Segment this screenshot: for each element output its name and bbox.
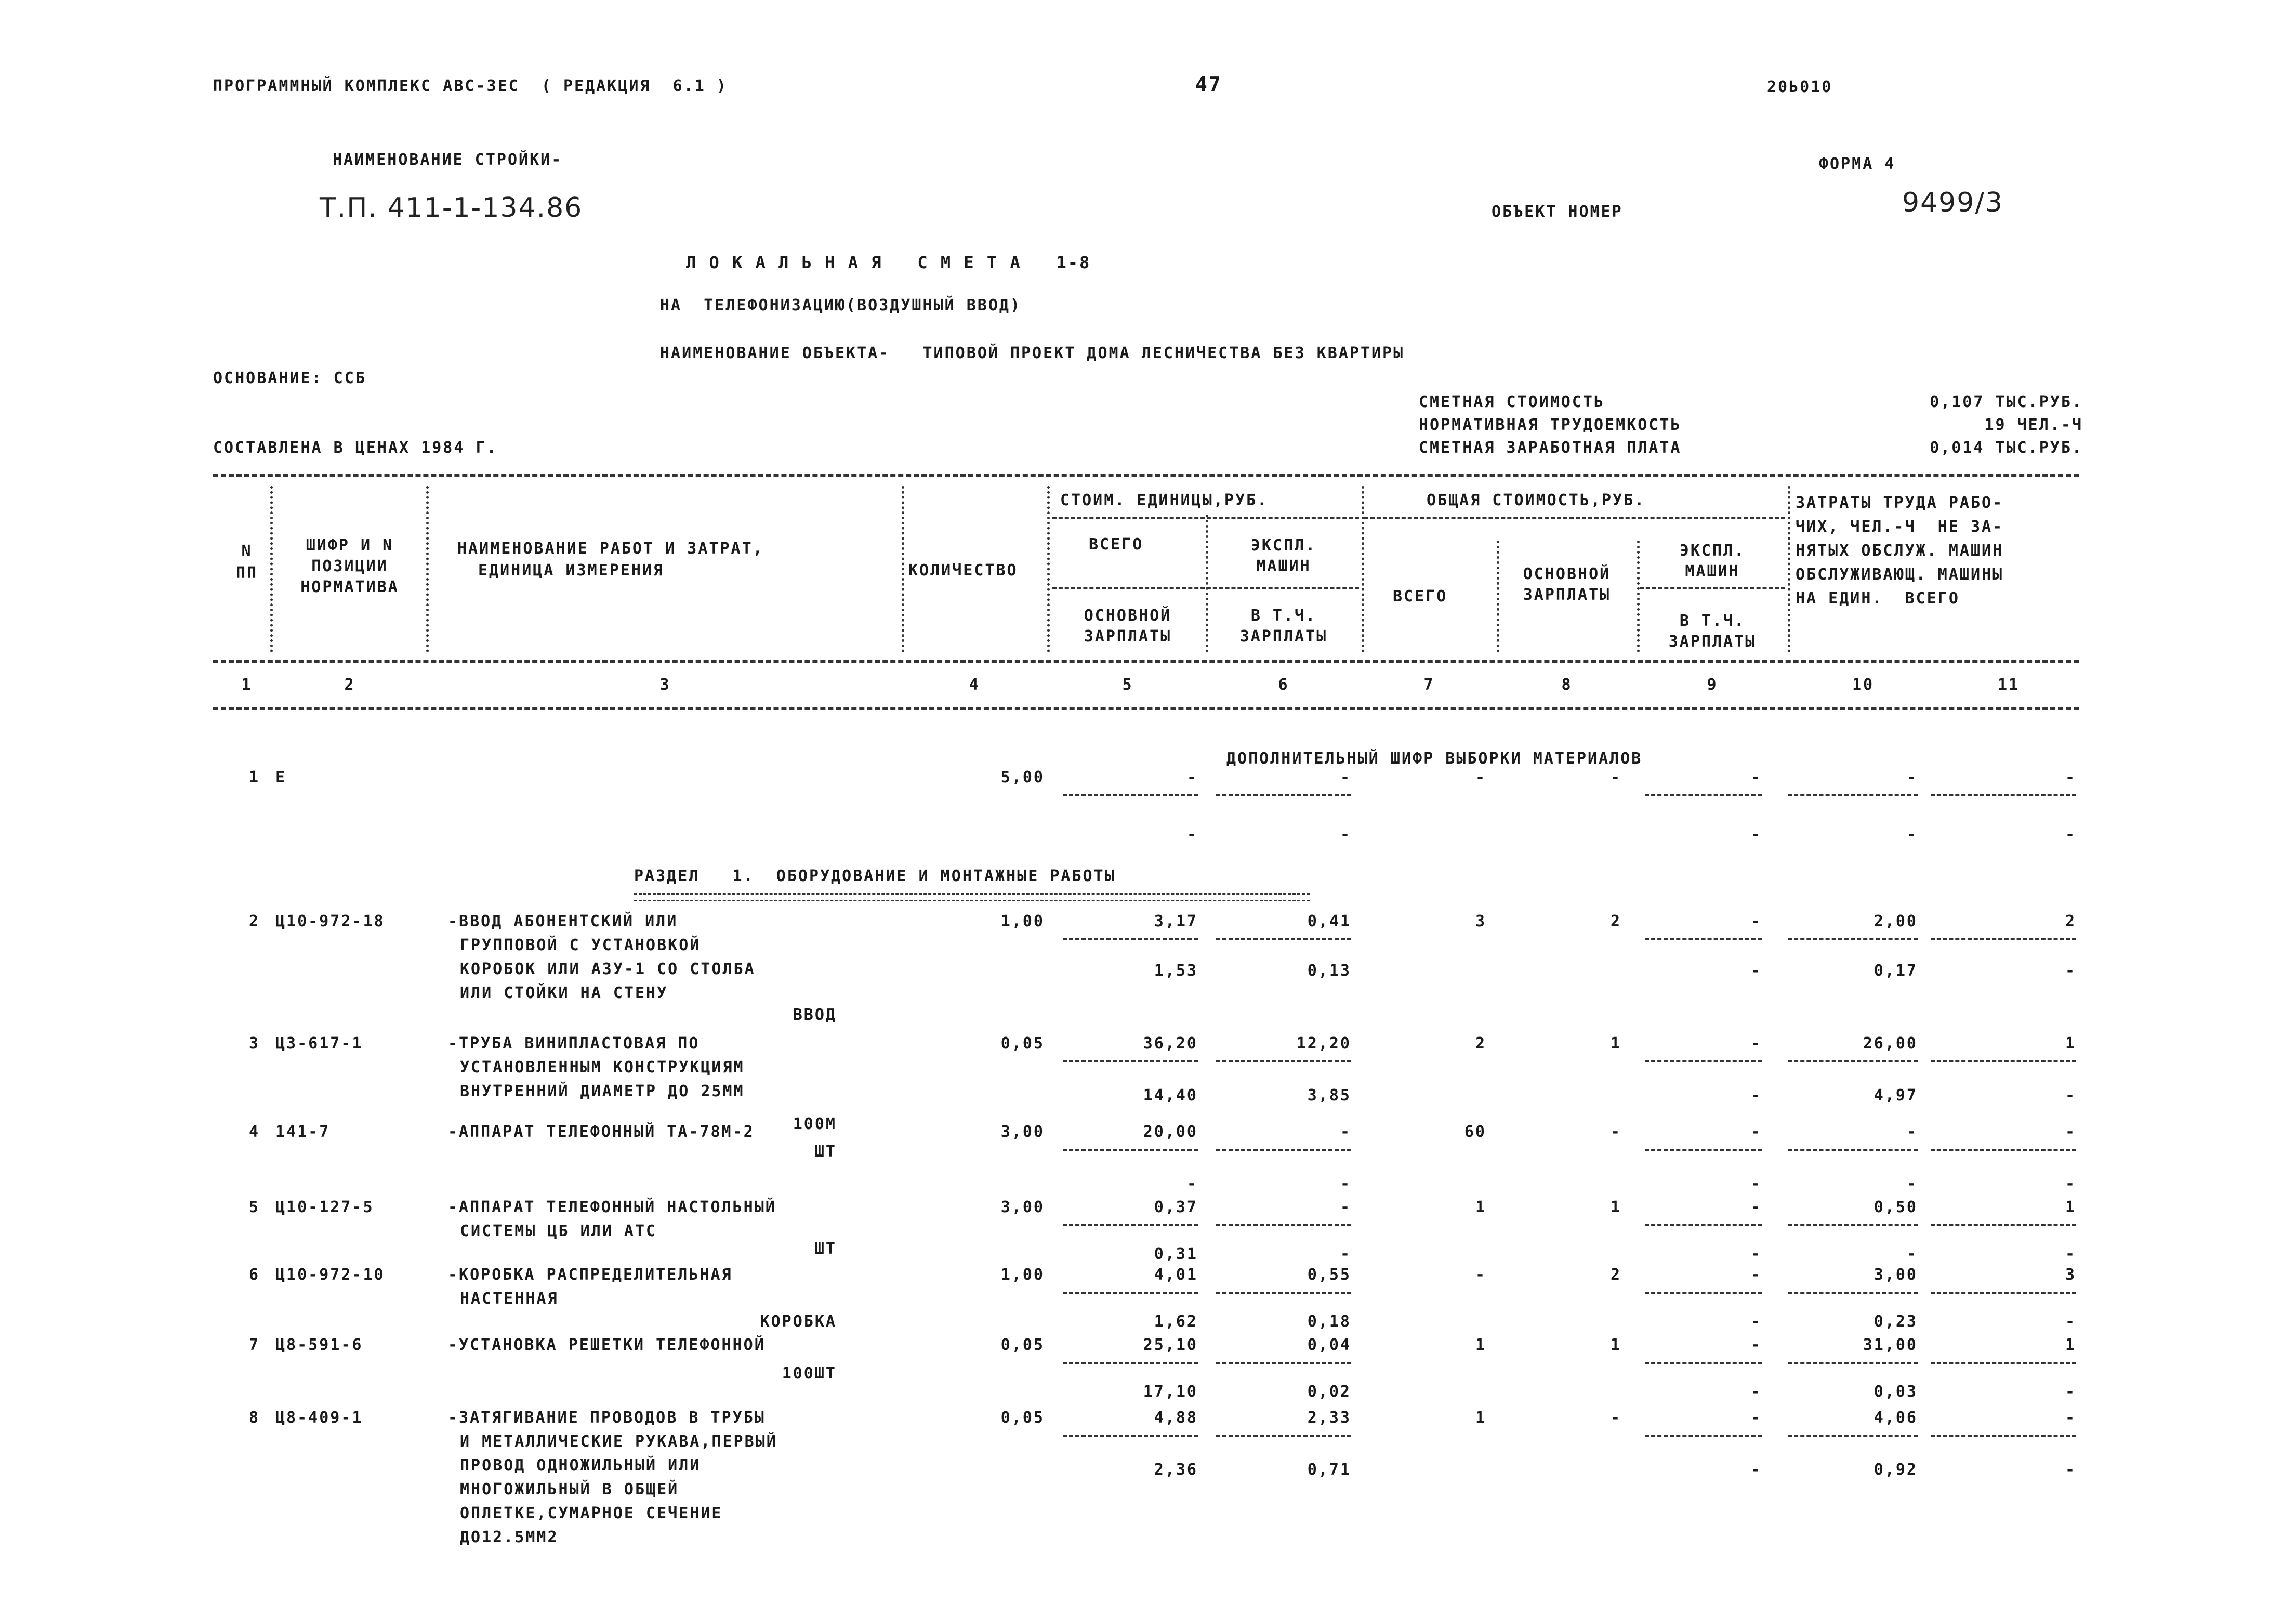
subtotal-rule [1063,1362,1198,1364]
row-number: 5 [248,1198,260,1216]
row-name-line: ВНУТРЕННИЙ ДИАМЕТР ДО 25ММ [460,1082,745,1100]
row-c7: 1 [1475,1336,1486,1354]
row-c8: - [1610,1409,1621,1427]
subtotal-rule [1788,1224,1918,1226]
summary-label-labor: НОРМАТИВНАЯ ТРУДОЕМКОСТЬ [1419,416,1682,434]
col-vtch-line: В Т.Ч. [1250,607,1317,625]
subtotal-rule [1788,938,1918,940]
col-osn-line: ОСНОВНОЙ [1084,607,1172,625]
col-vtch-line: ЗАРПЛАТЫ [1239,627,1328,646]
row-c8: 1 [1610,1034,1621,1053]
subtotal-rule [1216,1060,1351,1062]
row-c11-total: - [2065,1461,2076,1479]
subtotal-rule [1931,794,2076,796]
subtotal-rule [1645,1435,1762,1437]
row-c9: - [1750,1336,1762,1354]
row-name-line: ОПЛЕТКЕ,СУМАРНОЕ СЕЧЕНИЕ [460,1504,723,1522]
header-rule-top [213,474,2079,477]
row-number: 8 [248,1409,260,1427]
col-vsego-total: ВСЕГО [1393,587,1448,606]
subtotal-rule [1216,1224,1351,1226]
col-kol: КОЛИЧЕСТВО [908,561,1018,580]
row-c9-wage: - [1750,1086,1762,1105]
row-c8: 1 [1610,1336,1621,1354]
row-c11: - [2065,1123,2076,1141]
row-c10: 4,06 [1873,1409,1918,1427]
col-osn-total-line: ОСНОВНОЙ [1523,565,1611,583]
colnum: 1 [241,676,253,694]
row-c5: - [1186,768,1198,786]
col-ekspl-total [1640,541,1785,582]
row-c10-unit: 4,97 [1873,1086,1918,1105]
row-c8: 2 [1610,1266,1621,1284]
stoim-rule [1052,517,1359,519]
row-c5-wage: 14,40 [1143,1086,1198,1105]
row-c10-unit: 0,17 [1873,962,1918,980]
row-number: 1 [248,768,260,786]
row-c10-unit: - [1906,825,1918,844]
summary-value-wage: 0,014 ТЫС.РУБ. [1930,439,2083,457]
row-c6-wage: 0,71 [1307,1461,1351,1479]
row-c6-wage: - [1340,1175,1351,1193]
row-c6-wage: 3,85 [1307,1086,1351,1105]
subtotal-rule [1216,1292,1351,1294]
row-c10: 31,00 [1863,1336,1918,1354]
row-c5-wage: 17,10 [1143,1383,1198,1401]
row-c9-wage: - [1750,1461,1762,1479]
row-name-line: -ТРУБА ВИНИПЛАСТОВАЯ ПО [448,1034,700,1053]
row-c6-wage: 0,02 [1307,1383,1351,1401]
row-name-line: ИЛИ СТОЙКИ НА СТЕНУ [460,984,668,1002]
col-shifr-line: НОРМАТИВА [300,578,399,596]
subtotal-rule [1788,1292,1918,1294]
row-c6: 0,04 [1307,1336,1351,1354]
row-number: 6 [248,1266,260,1284]
col-sep [1788,486,1790,652]
row-c10-unit: - [1906,1245,1918,1263]
row-unit: 100М [793,1115,837,1133]
col-obsh: ОБЩАЯ СТОИМОСТЬ,РУБ. [1427,491,1646,509]
row-c5: 36,20 [1143,1034,1198,1053]
row-c9-wage: - [1750,1245,1762,1263]
subtotal-rule [1645,1060,1762,1062]
row-c8: - [1610,768,1621,786]
col-osn [1055,606,1200,647]
row-c11: 1 [2065,1198,2076,1216]
col-ekspl [1211,535,1356,577]
row-c11-total: - [2065,1175,2076,1193]
colnum: 7 [1423,676,1435,694]
object-number-handwritten: 9499/3 [1902,187,2003,218]
col-ekspl-total-line: ЭКСПЛ. [1679,542,1746,560]
col-shifr [274,535,425,598]
document-title: Л О К А Л Ь Н А Я С М Е Т А 1-8 [686,253,1091,272]
col-osn-total-line: ЗАРПЛАТЫ [1523,586,1611,604]
forma-label: ФОРМА 4 [1819,155,1896,173]
row-c5: 4,88 [1154,1409,1198,1427]
col-ekspl-line: МАШИН [1256,557,1311,575]
row-name-line: -АППАРАТ ТЕЛЕФОННЫЙ НАСТОЛЬНЫЙ [448,1198,776,1216]
row-c8: - [1610,1123,1621,1141]
row-c7: - [1475,768,1486,786]
row-c10: 26,00 [1863,1034,1918,1053]
col-vtch-total-line: ЗАРПЛАТЫ [1668,633,1757,651]
price-basis: СОСТАВЛЕНА В ЦЕНАХ 1984 Г. [213,439,498,457]
colnum: 11 [1997,676,2020,694]
subtotal-rule [1645,1362,1762,1364]
document-code: 20Ь010 [1767,78,1833,96]
page-number: 47 [1195,73,1222,96]
colnum: 8 [1561,676,1573,694]
row-c7: 1 [1475,1198,1486,1216]
col-shifr-line: ШИФР И N [306,536,394,555]
row-name-line: И МЕТАЛЛИЧЕСКИЕ РУКАВА,ПЕРВЫЙ [460,1433,777,1451]
osnovanie: ОСНОВАНИЕ: ССБ [213,369,366,387]
row-c11: 1 [2065,1034,2076,1053]
row-c9: - [1750,768,1762,786]
row-name-line: -АППАРАТ ТЕЛЕФОННЫЙ ТА-78М-2 [448,1123,755,1141]
row-c10: 2,00 [1873,912,1918,930]
col-ekspl-total-line: МАШИН [1685,562,1740,581]
row-unit: 100ШТ [782,1364,837,1383]
row-name-line: МНОГОЖИЛЬНЫЙ В ОБЩЕЙ [460,1480,679,1499]
subtotal-rule [1216,1149,1351,1151]
subtotal-rule [1788,1060,1918,1062]
typical-project-handwritten: Т.П. 411-1-134.86 [320,192,583,224]
row-code: Ц10-972-10 [275,1266,385,1284]
row-c5: 4,01 [1154,1266,1198,1284]
row-c6: 0,41 [1307,912,1351,930]
row-c5: 25,10 [1143,1336,1198,1354]
ekspl-rule [1640,587,1785,589]
row-c7: 3 [1475,912,1486,930]
col-shifr-line: ПОЗИЦИИ [311,557,388,575]
col-sep [426,486,429,652]
row-c11: 2 [2065,912,2076,930]
row-unit: ШТ [814,1143,837,1161]
col-naim [457,538,764,582]
row-c5: 3,17 [1154,912,1198,930]
row-c9: - [1750,912,1762,930]
row-name-line: -ВВОД АБОНЕНТСКИЙ ИЛИ [448,912,678,930]
subtotal-rule [1931,1149,2076,1151]
row-number: 3 [248,1034,260,1053]
subtotal-rule [1063,794,1198,796]
row-qty: 1,00 [1000,1266,1045,1284]
colnum: 10 [1852,676,1875,694]
row-c5: 0,37 [1154,1198,1198,1216]
col-zatr [1796,491,2003,611]
col-osn-line: ЗАРПЛАТЫ [1084,627,1172,646]
col-osn-total [1499,564,1634,606]
row-c9-wage: - [1750,962,1762,980]
row-c6-wage: - [1340,825,1351,844]
object-number-label: ОБЪЕКТ НОМЕР [1492,203,1623,221]
row-c7: 60 [1464,1123,1486,1141]
row-unit: ВВОД [793,1006,837,1024]
row-code: Ц8-409-1 [275,1409,363,1427]
col-vsego: ВСЕГО [1089,535,1144,554]
stoim-rule-2 [1052,587,1359,589]
row-code: Е [275,768,287,786]
row-c7: 2 [1475,1034,1486,1053]
col-zatr-line: ОБСЛУЖИВАЮЩ. МАШИНЫ [1796,566,2004,584]
col-sep [270,486,273,652]
row-c9-wage: - [1750,1383,1762,1401]
col-sep [1206,515,1208,652]
subtotal-rule [1645,1149,1762,1151]
colnum: 2 [344,676,355,694]
col-vtch-total [1640,611,1785,652]
obsh-rule [1364,517,1785,519]
row-c11-total: - [2065,825,2076,844]
row-c5-wage: 1,53 [1154,962,1198,980]
colnum: 9 [1707,676,1718,694]
col-sep [1047,486,1050,652]
row-c11-total: - [2065,962,2076,980]
row-code: 141-7 [275,1123,331,1141]
row-c9: - [1750,1266,1762,1284]
row-c11: 1 [2065,1336,2076,1354]
row-c5: 20,00 [1143,1123,1198,1141]
row-c9: - [1750,1034,1762,1053]
row-c11-total: - [2065,1086,2076,1105]
subtotal-rule [1931,1224,2076,1226]
colnum: 4 [969,676,980,694]
row-c5-wage: 1,62 [1154,1312,1198,1331]
col-sep [902,486,904,652]
subtotal-rule [1931,1435,2076,1437]
col-n-line: N [241,542,253,560]
row-c11: - [2065,1409,2076,1427]
row-c11: - [2065,768,2076,786]
row-c6-wage: 0,13 [1307,962,1351,980]
row-c10-unit: - [1906,1175,1918,1193]
row-c9: - [1750,1198,1762,1216]
colnum: 3 [659,676,671,694]
col-vtch [1211,606,1356,647]
col-n-line: ПП [235,564,258,582]
row-c9-wage: - [1750,1312,1762,1331]
subtotal-rule [1645,1292,1762,1294]
row-c9: - [1750,1123,1762,1141]
row-qty: 1,00 [1000,912,1045,930]
row-name-line: УСТАНОВЛЕННЫМ КОНСТРУКЦИЯМ [460,1058,745,1076]
row-c5-wage: - [1186,1175,1198,1193]
row-c6: - [1340,1123,1351,1141]
subtotal-rule [1931,1060,2076,1062]
col-sep [1362,486,1364,652]
subtotal-rule [1063,938,1198,940]
row-c8: 1 [1610,1198,1621,1216]
row-qty: 0,05 [1000,1409,1045,1427]
row-number: 4 [248,1123,260,1141]
row-c6: 12,20 [1296,1034,1351,1053]
row-unit: КОРОБКА [760,1312,837,1331]
row-c6: - [1340,768,1351,786]
row-code: Ц3-617-1 [275,1034,363,1053]
summary-label-wage: СМЕТНАЯ ЗАРАБОТНАЯ ПЛАТА [1419,439,1682,457]
section-title: РАЗДЕЛ 1. ОБОРУДОВАНИЕ И МОНТАЖНЫЕ РАБОТЫ [634,867,1116,885]
row-c9: - [1750,1409,1762,1427]
row-c5-wage: - [1186,825,1198,844]
row-code: Ц10-972-18 [275,912,385,930]
col-n [229,541,265,584]
row-c11-total: - [2065,1245,2076,1263]
row-c10: - [1906,768,1918,786]
header-rule-mid [213,660,2079,663]
row-c10: 3,00 [1873,1266,1918,1284]
subtotal-rule [1216,794,1351,796]
object-name: НАИМЕНОВАНИЕ ОБЪЕКТА- ТИПОВОЙ ПРОЕКТ ДОМА ЛЕСНИЧЕСТВА БЕЗ КВАРТИРЫ [660,344,1405,362]
row-name-line: -УСТАНОВКА РЕШЕТКИ ТЕЛЕФОННОЙ [448,1336,766,1354]
subtotal-rule [1063,1435,1198,1437]
row-name-line: ГРУППОВОЙ С УСТАНОВКОЙ [460,936,701,954]
colnum: 6 [1278,676,1289,694]
col-zatr-line: НА ЕДИН. ВСЕГО [1796,589,1960,608]
subtotal-rule [1645,938,1762,940]
col-zatr-line: НЯТЫХ ОБСЛУЖ. МАШИН [1796,542,2004,560]
row-c6: 2,33 [1307,1409,1351,1427]
row-c10-unit: 0,03 [1873,1383,1918,1401]
subtotal-rule [1645,794,1762,796]
additional-code-note: ДОПОЛНИТЕЛЬНЫЙ ШИФР ВЫБОРКИ МАТЕРИАЛОВ [1226,750,1643,768]
row-number: 7 [248,1336,260,1354]
row-c10: - [1906,1123,1918,1141]
row-c5-wage: 2,36 [1154,1461,1198,1479]
row-qty: 3,00 [1000,1198,1045,1216]
subtotal-rule [1063,1060,1198,1062]
row-c8: 2 [1610,912,1621,930]
subtotal-rule [1788,1435,1918,1437]
program-name: ПРОГРАММНЫЙ КОМПЛЕКС АВС-ЗЕС ( РЕДАКЦИЯ 6.1 ) [213,77,728,95]
row-unit: ШТ [814,1240,837,1258]
row-name-line: СИСТЕМЫ ЦБ ИЛИ АТС [460,1222,657,1240]
row-c7: 1 [1475,1409,1486,1427]
subtotal-rule [1788,794,1918,796]
row-qty: 0,05 [1000,1034,1045,1053]
row-name-line: -ЗАТЯГИВАНИЕ ПРОВОДОВ В ТРУБЫ [448,1409,766,1427]
row-name-line: НАСТЕННАЯ [460,1290,559,1308]
subtotal-rule [1063,1292,1198,1294]
section-underline [634,893,1310,901]
row-code: Ц10-127-5 [275,1198,374,1216]
subtotal-rule [1931,938,2076,940]
subtotal-rule [1788,1149,1918,1151]
row-c11: 3 [2065,1266,2076,1284]
row-c10-unit: 0,92 [1873,1461,1918,1479]
subtotal-rule [1216,1362,1351,1364]
row-c9-wage: - [1750,1175,1762,1193]
subtotal-rule [1216,1435,1351,1437]
row-c6: 0,55 [1307,1266,1351,1284]
document-subtitle: НА ТЕЛЕФОНИЗАЦИЮ(ВОЗДУШНЫЙ ВВОД) [660,296,1022,314]
row-qty: 5,00 [1000,768,1045,786]
subtotal-rule [1063,1224,1198,1226]
row-name-line: ПРОВОД ОДНОЖИЛЬНЫЙ ИЛИ [460,1456,701,1475]
subtotal-rule [1931,1292,2076,1294]
row-c6: - [1340,1198,1351,1216]
row-c10-unit: 0,23 [1873,1312,1918,1331]
row-qty: 3,00 [1000,1123,1045,1141]
row-name-line: -КОРОБКА РАСПРЕДЕЛИТЕЛЬНАЯ [448,1266,733,1284]
col-naim-line: ЕДИНИЦА ИЗМЕРЕНИЯ [478,561,665,580]
row-code: Ц8-591-6 [275,1336,363,1354]
row-c5-wage: 0,31 [1154,1245,1198,1263]
col-ekspl-line: ЭКСПЛ. [1250,536,1317,555]
subtotal-rule [1216,938,1351,940]
row-c9-wage: - [1750,825,1762,844]
row-number: 2 [248,912,260,930]
construction-label: НАИМЕНОВАНИЕ СТРОЙКИ- [333,151,563,169]
col-zatr-line: ЧИХ, ЧЕЛ.-Ч НЕ ЗА- [1796,518,2004,536]
row-c6-wage: - [1340,1245,1351,1263]
row-c7: - [1475,1266,1486,1284]
header-rule-bottom [213,707,2079,710]
row-c10: 0,50 [1873,1198,1918,1216]
row-c11-total: - [2065,1383,2076,1401]
row-name-line: КОРОБОК ИЛИ АЗУ-1 СО СТОЛБА [460,960,756,978]
subtotal-rule [1063,1149,1198,1151]
col-naim-line: НАИМЕНОВАНИЕ РАБОТ И ЗАТРАТ, [457,540,764,558]
row-name-line: ДО12.5ММ2 [460,1528,559,1546]
summary-value-cost: 0,107 ТЫС.РУБ. [1930,393,2083,411]
row-c6-wage: 0,18 [1307,1312,1351,1331]
row-qty: 0,05 [1000,1336,1045,1354]
col-stoim: СТОИМ. ЕДИНИЦЫ,РУБ. [1060,491,1269,509]
subtotal-rule [1788,1362,1918,1364]
summary-label-cost: СМЕТНАЯ СТОИМОСТЬ [1419,393,1605,411]
summary-value-labor: 19 ЧЕЛ.-Ч [1984,416,2083,434]
col-vtch-total-line: В Т.Ч. [1679,612,1746,630]
col-zatr-line: ЗАТРАТЫ ТРУДА РАБО- [1796,494,2004,512]
colnum: 5 [1122,676,1133,694]
row-c11-total: - [2065,1312,2076,1331]
subtotal-rule [1645,1224,1762,1226]
subtotal-rule [1931,1362,2076,1364]
